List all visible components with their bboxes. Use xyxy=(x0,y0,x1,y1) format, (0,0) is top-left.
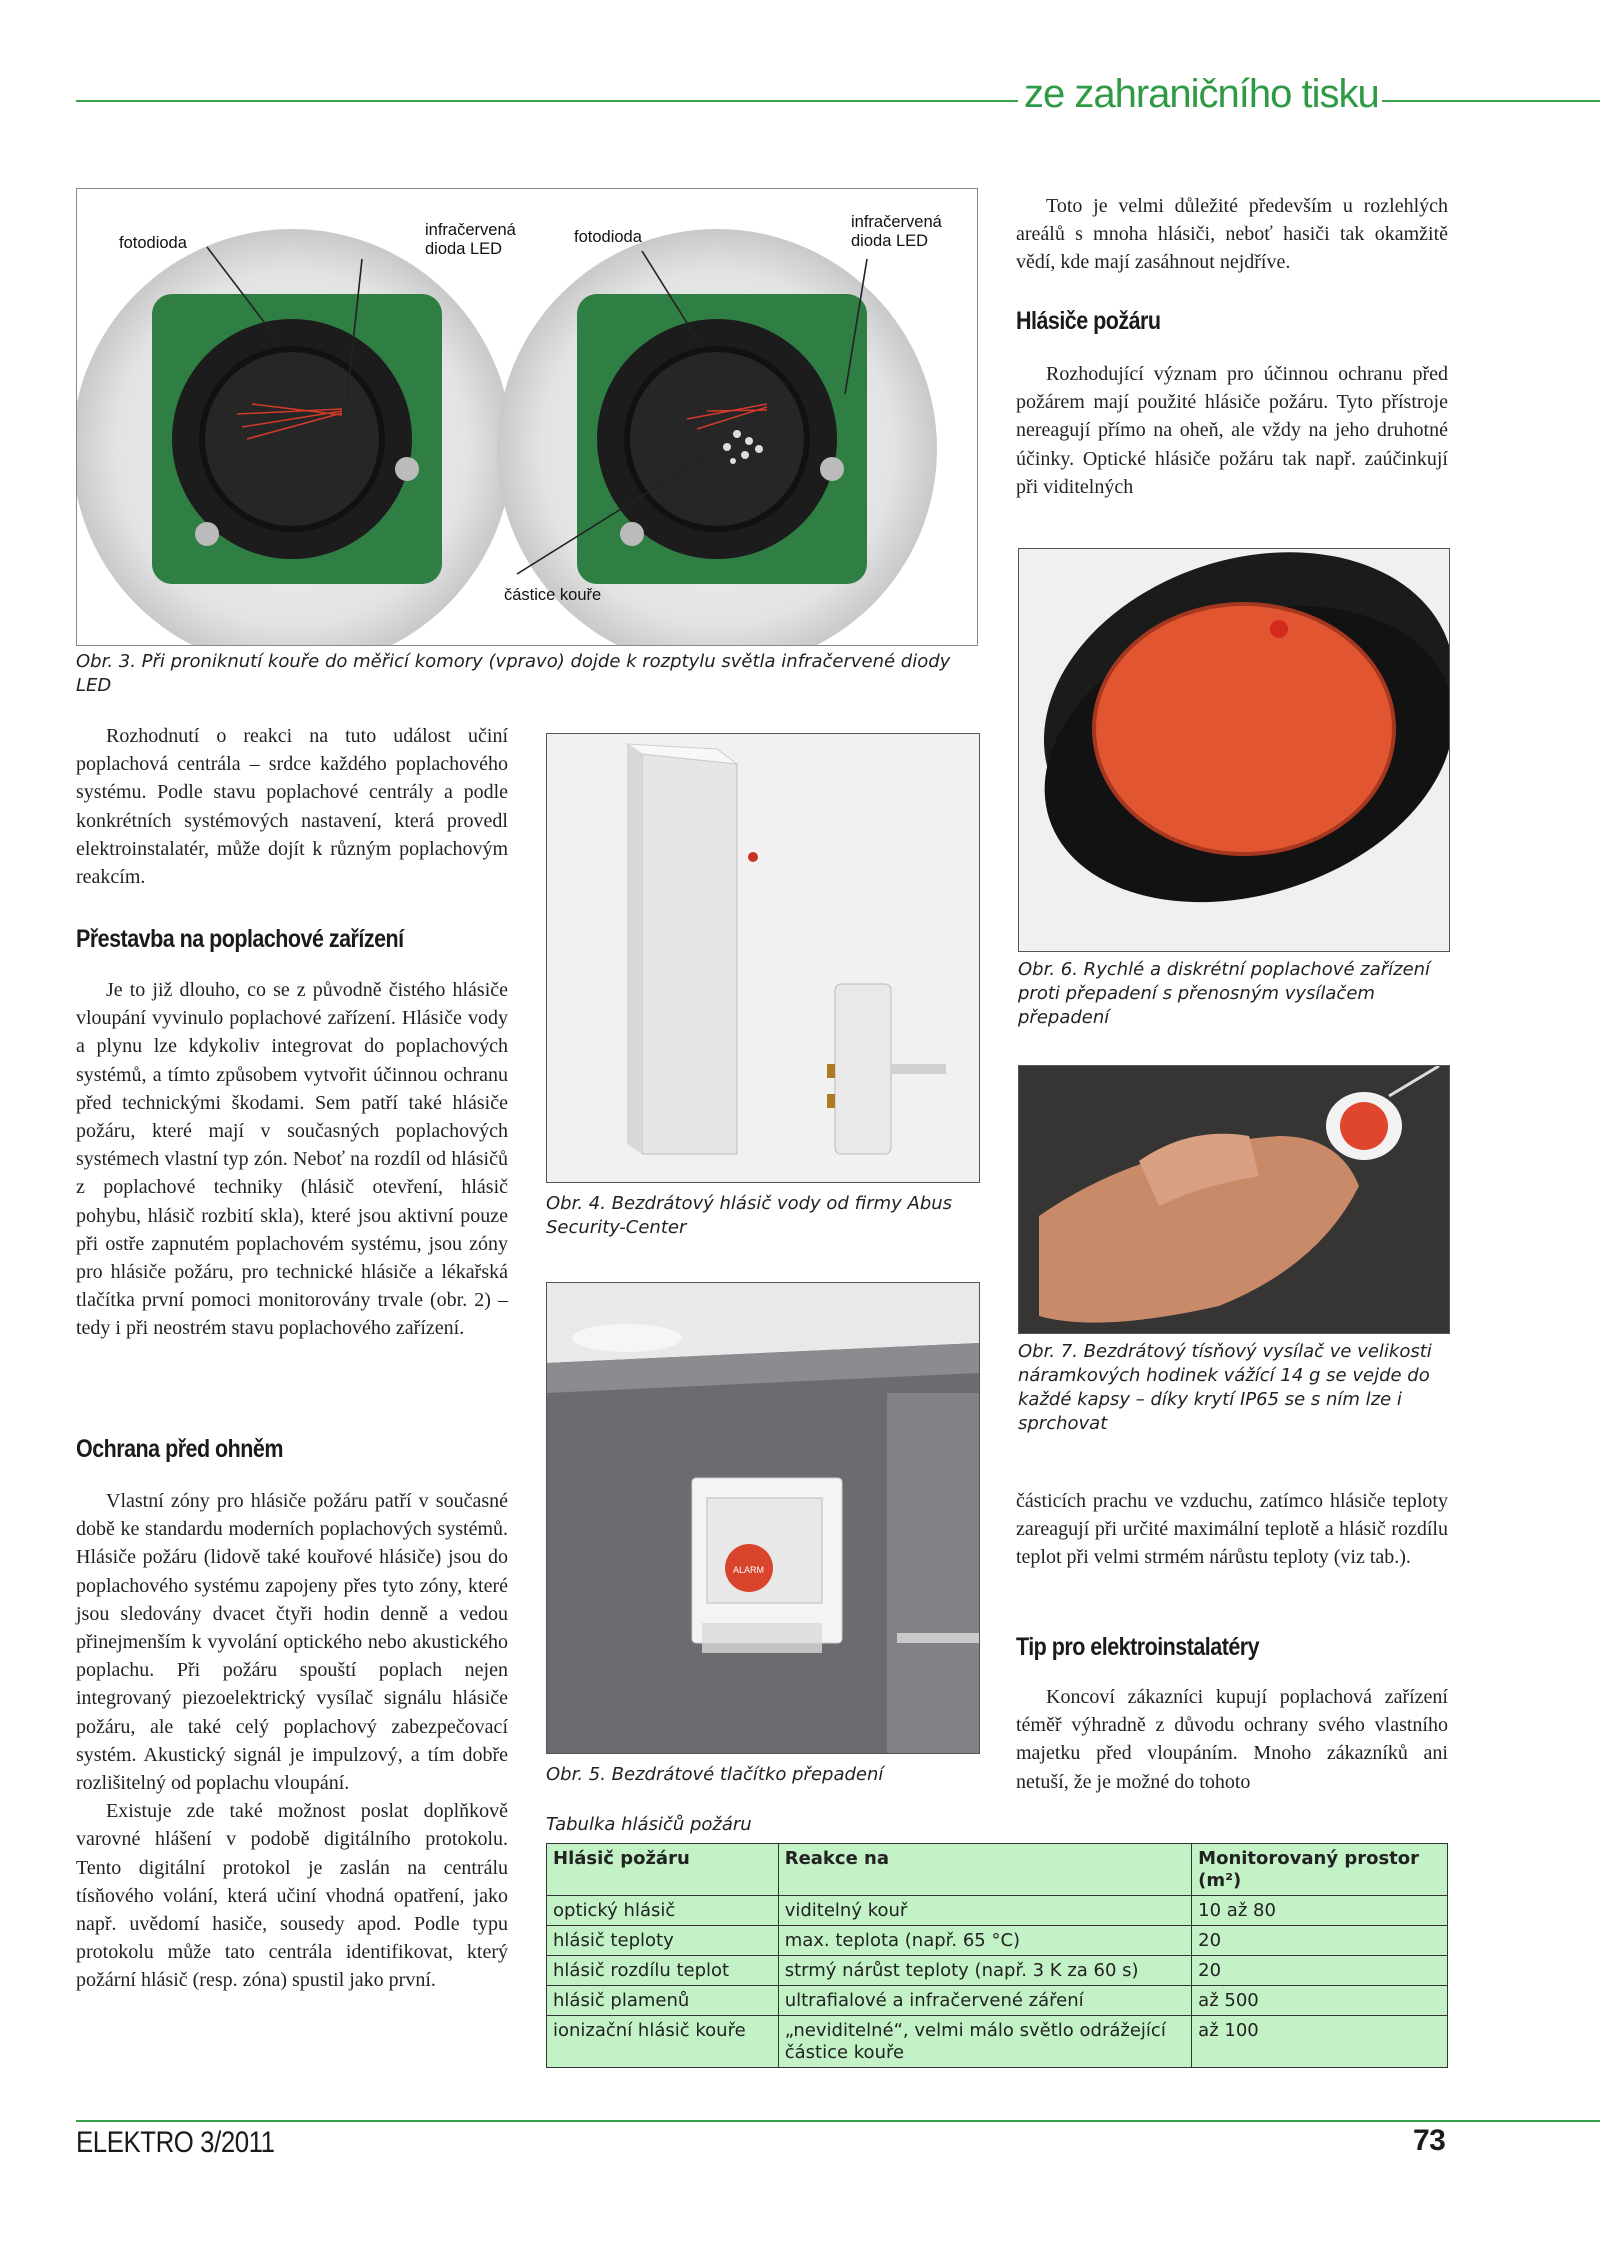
fire-detectors-paragraph: Rozhodující význam pro účinnou ochranu před požárem mají použité hlásiče požáru. Tyto přístroje nereagují přímo na oheň, ale vždy na jeho druhotné účinky. Optické hlásiče požáru tak např. zaúčinkují při viditelných xyxy=(1016,363,1448,498)
table-cell: max. teplota (např. 65 °C) xyxy=(778,1926,1191,1956)
figure-3-photo xyxy=(76,188,978,646)
table-row xyxy=(547,1926,1448,1956)
figure-4-caption: Obr. 4. Bezdrátový hlásič vody od firmy Abus Security-Center xyxy=(546,1193,953,1238)
table-cell: hlásič teploty xyxy=(547,1926,779,1956)
table-cell: až 100 xyxy=(1192,2016,1448,2068)
label-smoke-particles: částice kouře xyxy=(504,586,602,604)
figure-5-caption: Obr. 5. Bezdrátové tlačítko přepadení xyxy=(546,1764,884,1785)
panic-button-illustration xyxy=(547,1283,979,1753)
figure-6-caption: Obr. 6. Rychlé a diskrétní poplachové zařízení proti přepadení s přenosným vysílačem přepadení xyxy=(1018,959,1431,1028)
right-top-paragraph: Toto je velmi důležité především u rozlehlých areálů s mnoha hlásiči, neboť hasiči tak okamžitě vědí, kde mají zasáhnout nejdříve. xyxy=(1016,195,1448,274)
table-cell: ultrafialové a infračervené záření xyxy=(778,1986,1191,2016)
table-row xyxy=(547,2016,1448,2068)
figure-7-caption: Obr. 7. Bezdrátový tísňový vysílač ve velikosti náramkových hodinek vážící 14 g se vejde do každé kapsy – díky krytí IP65 se s ním lze i sprchovat xyxy=(1018,1341,1432,1434)
heading-fire-protection: Ochrana před ohněm xyxy=(76,1435,283,1463)
panic-transmitter-illustration xyxy=(1019,549,1449,951)
detector-types-paragraph: částicích prachu ve vzduchu, zatímco hlásiče teploty zareagují při určité maximální teplotě a hlásič rozdílu teplot při velmi strmém nárůstu teploty (viz tab.). xyxy=(1016,1490,1448,1569)
fire-detector-table xyxy=(546,1843,1448,2068)
table-cell: 20 xyxy=(1192,1926,1448,1956)
table-row xyxy=(547,1956,1448,1986)
heading-alarm-conversion: Přestavba na poplachové zařízení xyxy=(76,925,404,953)
label-led-left: infračervená dioda LED xyxy=(425,221,516,258)
intro-paragraph: Rozhodnutí o reakci na tuto událost učiní poplachová centrála – srdce každého poplachového systému. Podle stavu poplachové centrály a podle konkrétních systémových nastavení, která provedl elektroinstalatér, může dojít k různým poplachovým reakcím. xyxy=(76,725,508,889)
table-header-cell: Reakce na xyxy=(778,1844,1191,1896)
table-title: Tabulka hlásičů požáru xyxy=(546,1814,752,1835)
figure-7-photo xyxy=(1018,1065,1450,1334)
table-cell: 10 až 80 xyxy=(1192,1896,1448,1926)
table-header-cell: Hlásič požáru xyxy=(547,1844,779,1896)
table-cell: až 500 xyxy=(1192,1986,1448,2016)
footer-rule xyxy=(76,2120,1600,2122)
water-detector-illustration xyxy=(547,734,979,1182)
table-cell: optický hlásič xyxy=(547,1896,779,1926)
header-rule-right xyxy=(1382,100,1600,102)
table-cell: 20 xyxy=(1192,1956,1448,1986)
label-photodiode-right: fotodioda xyxy=(574,228,642,246)
table-cell: hlásič rozdílu teplot xyxy=(547,1956,779,1986)
figure-4-photo xyxy=(546,733,980,1183)
table-cell: ionizační hlásič kouře xyxy=(547,2016,779,2068)
table-row xyxy=(547,1986,1448,2016)
table-cell: strmý nárůst teploty (např. 3 K za 60 s) xyxy=(778,1956,1191,1986)
label-led-right: infračervená dioda LED xyxy=(851,213,942,250)
table-cell: „neviditelné“, velmi málo světlo odrážející částice kouře xyxy=(778,2016,1191,2068)
table-row xyxy=(547,1896,1448,1926)
table-cell: viditelný kouř xyxy=(778,1896,1191,1926)
wrist-transmitter-illustration xyxy=(1019,1066,1449,1333)
alarm-button-text: ALARM xyxy=(733,1565,765,1575)
heading-fire-detectors: Hlásiče požáru xyxy=(1016,307,1161,335)
installer-tip-paragraph: Koncoví zákazníci kupují poplachová zařízení téměř výhradně z důvodu ochrany svého vlastního majetku před vloupáním. Mnoho zákazníků ani netuší, že je možné do tohoto xyxy=(1016,1686,1448,1793)
table-cell: hlásič plamenů xyxy=(547,1986,779,2016)
alarm-conversion-paragraph: Je to již dlouho, co se z původně čistého hlásiče vloupání vyvinulo poplachové zařízení. Hlásiče vody a plynu lze kdykoliv integrovat do poplachových systémů, a tímto způsobem vytvořit účinnou ochranu před technickými škodami. Sem patří také hlásiče požáru, které mají v současných poplachových systémech vlastní typ zón. Neboť na rozdíl od hlásičů z poplachové techniky (hlásič otevření, hlásič pohybu, hlásič rozbití skla), které jsou aktivní pouze při ostře zapnutém poplachovém systému, jsou zóny pro hlásiče požáru, pro technické hlásiče a lékařská tlačítka první pomoci monitorovány trvale (obr. 2) – tedy i při neostrém stavu poplachového zařízení. xyxy=(76,979,508,1340)
table-header-row xyxy=(547,1844,1448,1896)
fire-protection-paragraph: Vlastní zóny pro hlásiče požáru patří v současné době ke standardu moderních poplachových systémů. Hlásiče požáru (lidově také kouřové hlásiče) jsou do poplachového systému zapojeny přes tyto zóny, které jsou sledovány dvacet čtyři hodin denně a vedou přinejmenším k vyvolání optického nebo akustického poplachu. Při požáru spouští poplach nejen integrovaný piezoelektrický vysílač signálu hlásiče požáru, ale také celý poplachový zabezpečovací systém. Akustický signál je impulzový, a tím dobře rozlišitelný od poplachu vloupání. Existuje zde také možnost poslat doplňkově varovné hlášení v podobě digitálního protokolu. Tento digitální protokol je zaslán na centrálu tísňového volání, která učiní vhodná opatření, jako např. uvědomí hasiče, sousedy apod. Podle typu protokolu může tato centrála identifikovat, který požární hlásič (resp. zóna) spustil jako první. xyxy=(76,1490,508,1992)
section-title: ze zahraničního tisku xyxy=(1024,72,1379,116)
journal-issue: ELEKTRO 3/2011 xyxy=(76,2126,275,2159)
page-number: 73 xyxy=(1413,2124,1446,2157)
header-rule-left xyxy=(76,100,1018,102)
heading-installer-tip: Tip pro elektroinstalatéry xyxy=(1016,1633,1260,1661)
table-header-cell: Monitorovaný prostor (m²) xyxy=(1192,1844,1448,1896)
figure-3-caption: Obr. 3. Při proniknutí kouře do měřicí komory (vpravo) dojde k rozptylu světla infračervené diody LED xyxy=(76,651,951,696)
figure-6-photo xyxy=(1018,548,1450,952)
label-photodiode-left: fotodioda xyxy=(119,234,187,252)
figure-5-photo xyxy=(546,1282,980,1754)
